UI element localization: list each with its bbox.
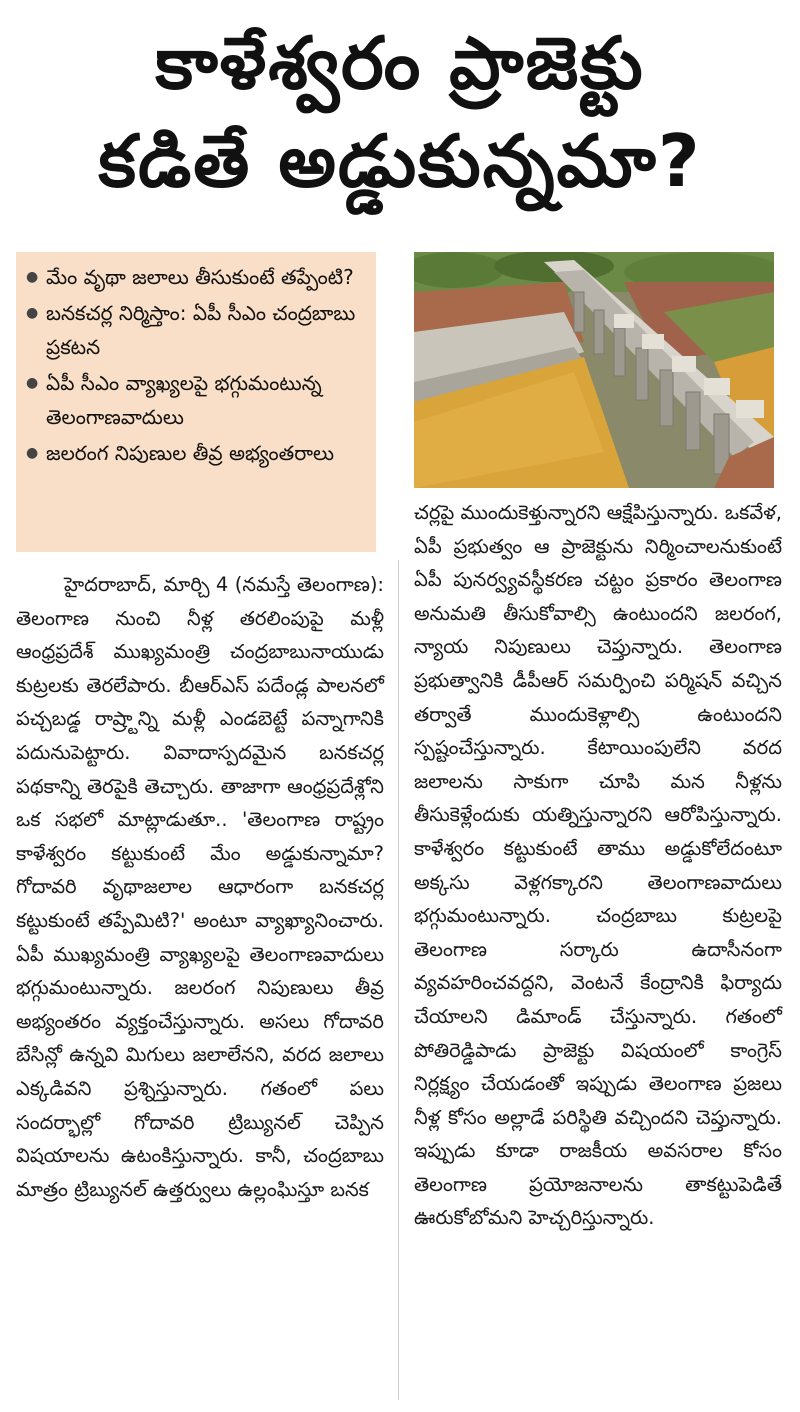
bullet-icon: ● <box>26 375 39 391</box>
highlight-item <box>26 260 370 294</box>
headline <box>0 14 800 210</box>
highlight-item <box>26 296 370 364</box>
bullet-icon: ● <box>26 305 39 321</box>
highlight-text: బనకచర్ల నిర్మిస్తాం: ఏపీ సీఎం చంద్రబాబు ప్రకటన <box>46 301 356 359</box>
bullet-icon: ● <box>26 269 39 285</box>
article-column-left <box>16 568 384 1408</box>
headline-line-1: కాళేశ్వరం ప్రాజెక్టు <box>155 21 645 105</box>
headline-line-2: కడితే అడ్డుకున్నమా? <box>98 119 702 203</box>
article-paragraph: హైదరాబాద్, మార్చి 4 (నమస్తే తెలంగాణ): తెలంగాణ నుంచి నీళ్ల తరలింపుపై మళ్లీ ఆంధ్రప్రదేశ్ ముఖ్యమంత్రి చంద్రబాబునాయుడు కుట్రలకు తెరలేపారు. బీఆర్ఎస్ పదేండ్ల పాలనలో పచ్చబడ్డ రాష్ర్టాన్ని మళ్లీ ఎండబెట్టే పన్నాగానికి పదునుపెట్టారు. వివాదాస్పదమైన బనకచర్ల పథకాన్ని తెరపైకి తెచ్చారు. తాజాగా ఆంధ్రప్రదేశ్లోని ఒక సభలో మాట్లాడుతూ.. 'తెలంగాణ రాష్ట్రం కాళేశ్వరం కట్టుకుంటే మేం అడ్డుకున్నామా? గోదావరి వృథాజలాల ఆధారంగా బనకచర్ల కట్టుకుంటే తప్పేమిటి?' అంటూ వ్యాఖ్యానించారు. ఏపీ ముఖ్యమంత్రి వ్యాఖ్యలపై తెలంగాణవాదులు భగ్గుమంటున్నారు. జలరంగ నిపుణులు తీవ్ర అభ్యంతరం వ్యక్తంచేస్తున్నారు. అసలు గోదావరి బేసిన్లో ఉన్నవి మిగులు జలాలేనని, వరద జలాలు ఎక్కడివని ప్రశ్నిస్తున్నారు. గతంలో పలు సందర్భాల్లో గోదావరి ట్రిబ్యునల్ చెప్పిన విషయాలను ఉటంకిస్తున్నారు. కానీ, చంద్రబాబు మాత్రం ట్రిబ్యునల్ ఉత్తర్వులు ఉల్లంఘిస్తూ బనక <box>16 573 384 1201</box>
bullet-icon: ● <box>26 445 39 461</box>
highlight-item <box>26 436 370 470</box>
column-divider <box>398 560 399 1400</box>
highlight-item <box>26 366 370 434</box>
dam-barrage-photo <box>414 252 774 488</box>
highlight-text: మేం వృథా జలాలు తీసుకుంటే తప్పేంటి? <box>46 265 354 289</box>
article-paragraph: చర్లపై ముందుకెళ్తున్నారని ఆక్షేపిస్తున్నారు. ఒకవేళ, ఏపీ ప్రభుత్వం ఆ ప్రాజెక్టును నిర్మించాలనుకుంటే ఏపీ పునర్వ్యవస్థీకరణ చట్టం ప్రకారం తెలంగాణ అనుమతి తీసుకోవాల్సి ఉంటుందని జలరంగ, న్యాయ నిపుణులు చెప్తున్నారు. తెలంగాణ ప్రభుత్వానికి డీపీఆర్ సమర్పించి పర్మిషన్ వచ్చిన తర్వాతే ముందుకెళ్లాల్సి ఉంటుందని స్పష్టంచేస్తున్నారు. కేటాయింపులేని వరద జలాలను సాకుగా చూపి మన నీళ్లను తీసుకెళ్లేందుకు యత్నిస్తున్నారని ఆరోపిస్తున్నారు. కాళేశ్వరం కట్టుకుంటే తాము అడ్డుకోలేదంటూ అక్కసు వెళ్లగక్కారని తెలంగాణవాదులు భగ్గుమంటున్నారు. చంద్రబాబు కుట్రలపై తెలంగాణ సర్కారు ఉదాసీనంగా వ్యవహరించవద్దని, వెంటనే కేంద్రానికి ఫిర్యాదు చేయాలని డిమాండ్ చేస్తున్నారు. గతంలో పోతిరెడ్డిపాడు ప్రాజెక్టు విషయంలో కాంగ్రెస్ నిర్లక్ష్యం చేయడంతో ఇప్పుడు తెలంగాణ ప్రజలు నీళ్ల కోసం అల్లాడే పరిస్థితి వచ్చిందని చెప్తున్నారు. ఇప్పుడు కూడా రాజకీయ అవసరాల కోసం తెలంగాణ ప్రయోజనాలను తాకట్టుపెడితే ఊరుకోబోమని హెచ్చరిస్తున్నారు. <box>414 501 782 1230</box>
article-column-right <box>414 496 782 1408</box>
highlight-text: జలరంగ నిపుణుల తీవ్ర అభ్యంతరాలు <box>46 441 335 465</box>
highlight-text: ఏపీ సీఎం వ్యాఖ్యలపై భగ్గుమంటున్న తెలంగాణవాదులు <box>46 371 322 429</box>
highlights-box <box>16 252 376 552</box>
dam-photo-illustration <box>414 252 774 488</box>
